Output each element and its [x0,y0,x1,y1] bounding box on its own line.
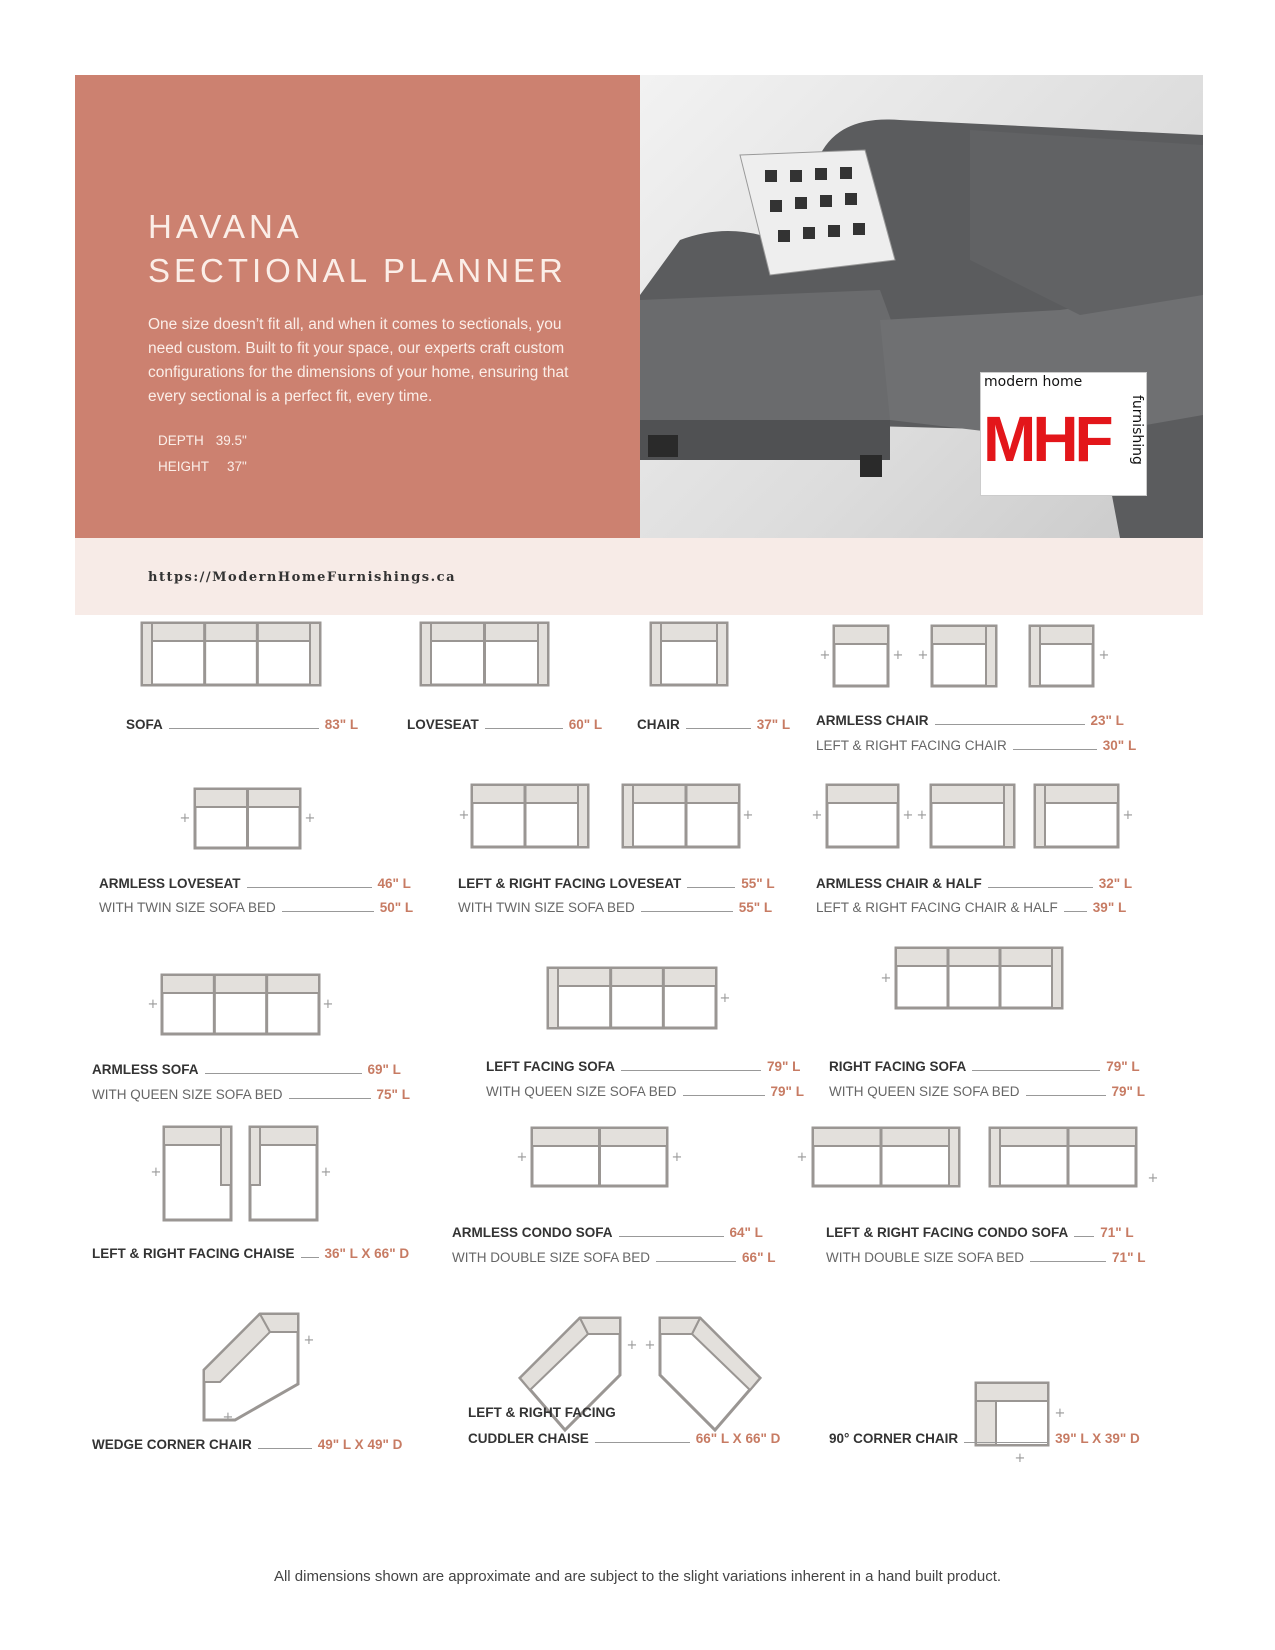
back-cushion [152,623,310,641]
leader-line [988,886,1093,888]
item-label [458,900,772,915]
item-label [452,1250,775,1265]
connector-plus-icon: + [458,808,470,823]
item-dimension: 79" L [767,1059,801,1074]
item-name: SOFA [126,717,163,732]
connector-plus-icon: + [1014,1451,1026,1466]
leader-line [1030,1260,1106,1262]
arm [1030,626,1040,686]
leader-line [169,727,319,729]
item-name: WITH QUEEN SIZE SOFA BED [486,1084,677,1099]
back-cushion [660,1318,700,1334]
connector-plus-icon: + [516,1150,528,1165]
arm [1052,948,1062,1008]
module-diagram [813,1128,959,1186]
item-name: WITH QUEEN SIZE SOFA BED [92,1087,283,1102]
item-name: LOVESEAT [407,717,479,732]
item-label [486,1084,804,1099]
item-dimension: 49" L X 49" D [317,1437,403,1452]
item-label [99,876,411,891]
connector-plus-icon: + [902,808,914,823]
module-diagram [162,975,319,1034]
connector-plus-icon: + [1098,648,1110,663]
item-name: LEFT FACING SOFA [486,1059,616,1074]
connector-plus-icon: + [819,648,831,663]
leader-line [1064,910,1087,912]
item-label [826,1250,1145,1265]
module-diagram [990,1128,1136,1186]
item-label [816,876,1132,891]
leader-line [595,1441,690,1443]
module-diagram [931,785,1014,847]
leader-line [282,910,374,912]
item-dimension: 55" L [741,876,775,891]
connector-plus-icon: + [320,1165,332,1180]
item-dimension: 60" L [568,717,603,732]
back-cushion [558,968,716,986]
item-label [458,876,775,891]
module-diagram [827,785,898,847]
connector-plus-icon: + [303,1333,315,1348]
item-label [99,900,413,915]
arm [986,626,996,686]
arm [949,1128,959,1186]
arm [578,785,588,847]
connector-plus-icon: + [179,811,191,826]
back-cushion [580,1318,620,1334]
item-dimension: 39" L [1092,900,1127,915]
connector-plus-icon: + [322,997,334,1012]
arm [717,623,727,685]
module-diagram [623,785,739,847]
arm [1035,785,1045,847]
item-name: ARMLESS CHAIR [816,713,929,728]
arm [538,623,548,685]
item-label [829,1431,1140,1446]
module-diagram [421,623,548,685]
leader-line [247,886,372,888]
leader-line [205,1072,362,1074]
item-label [816,738,1136,753]
item-name: LEFT & RIGHT FACING LOVESEAT [458,876,682,891]
item-dimension: 32" L [1098,876,1133,891]
back-cushion [896,948,1052,966]
item-name: WITH DOUBLE SIZE SOFA BED [452,1250,651,1265]
item-dimension: 71" L [1100,1225,1134,1240]
arm [1004,785,1014,847]
item-name: WITH TWIN SIZE SOFA BED [99,900,276,915]
item-name: RIGHT FACING SOFA [829,1059,967,1074]
arm [990,1128,1000,1186]
leader-line [656,1260,736,1262]
item-label [92,1087,410,1102]
item-dimension: 75" L [376,1087,410,1102]
logo-mark: MHF [983,403,1110,475]
module-diagram [195,789,300,848]
arm [651,623,661,685]
back-cushion [162,975,319,993]
item-name: 90° CORNER CHAIR [829,1431,959,1446]
leader-line [301,1256,319,1258]
item-label [829,1059,1140,1074]
leader-line [683,1094,765,1096]
item-name: WITH QUEEN SIZE SOFA BED [829,1084,1020,1099]
connector-plus-icon: + [916,808,928,823]
item-dimension: 79" L [1111,1084,1145,1099]
item-label [468,1431,780,1446]
item-dimension: 66" L [742,1250,776,1265]
connector-plus-icon: + [917,648,929,663]
connector-plus-icon: + [304,811,316,826]
module-diagram [142,623,320,685]
item-label [92,1246,409,1261]
item-name: ARMLESS SOFA [92,1062,199,1077]
connector-plus-icon: + [644,1338,656,1353]
item-dimension: 69" L [367,1062,401,1077]
connector-plus-icon: + [222,1410,234,1425]
item-dimension: 30" L [1102,738,1137,753]
item-label [468,1405,616,1420]
item-dimension: 66" L X 66" D [695,1431,781,1446]
item-label [829,1084,1145,1099]
logo-text: modern home [984,374,1083,390]
connector-plus-icon: + [150,1165,162,1180]
module-diagram [532,1128,667,1186]
leader-line [1026,1094,1106,1096]
item-dimension: 79" L [1106,1059,1140,1074]
item-name: LEFT & RIGHT FACING [468,1405,616,1420]
leader-line [619,1235,724,1237]
leader-line [258,1447,312,1449]
item-dimension: 23" L [1090,713,1124,728]
arm [548,968,558,1028]
item-name: CUDDLER CHAISE [468,1431,589,1446]
arm [250,1127,260,1185]
leader-line [289,1097,371,1099]
back-cushion [932,626,986,644]
back-cushion [1045,785,1118,803]
connector-plus-icon: + [1054,1406,1066,1421]
item-name: LEFT & RIGHT FACING CHAIR [816,738,1007,753]
page-title: HAVANA SECTIONAL PLANNER [148,208,567,289]
module-diagram [1035,785,1118,847]
item-name: WITH DOUBLE SIZE SOFA BED [826,1250,1025,1265]
back-cushion [931,785,1004,803]
item-label [826,1225,1134,1240]
connector-plus-icon: + [1147,1171,1159,1186]
item-dimension: 71" L [1112,1250,1146,1265]
website-link[interactable]: https://ModernHomeFurnishings.ca [148,570,456,585]
module-diagram [896,948,1062,1008]
back-cushion [661,623,717,641]
item-dimension: 79" L [770,1084,804,1099]
height-spec: HEIGHT 37" [158,459,247,474]
item-dimension: 46" L [377,876,411,891]
leader-line [1013,748,1097,750]
module-diagram [651,623,727,685]
arm [623,785,633,847]
module-diagram [932,626,996,686]
leader-line [485,727,563,729]
disclaimer: All dimensions shown are approximate and are subject to the slight variations inherent in a hand built product. [273,1568,1002,1585]
back-cushion [827,785,898,803]
item-label [452,1225,763,1240]
arm [142,623,152,685]
connector-plus-icon: + [796,1150,808,1165]
item-name: ARMLESS CONDO SOFA [452,1225,613,1240]
item-dimension: 37" L [756,717,791,732]
description: One size doesn’t fit all, and when it comes to sectionals, you need custom. Built to fit your space, our experts craft custom configurations for the dimensions of your home, ensuring that every sectional is a perfect fit, every time. [148,316,569,405]
leader-line [621,1069,761,1071]
item-label [92,1437,402,1452]
leader-line [935,723,1085,725]
item-dimension: 36" L X 66" D [324,1246,410,1261]
arm [421,623,431,685]
back-cushion [1040,626,1093,644]
module-diagram [472,785,588,847]
leader-line [687,886,735,888]
item-name: WEDGE CORNER CHAIR [92,1437,252,1452]
arm [310,623,320,685]
connector-plus-icon: + [1122,808,1134,823]
item-name: LEFT & RIGHT FACING CHAIR & HALF [816,900,1058,915]
connector-plus-icon: + [671,1150,683,1165]
item-label [407,717,602,732]
item-name: ARMLESS LOVESEAT [99,876,241,891]
logo-text-vertical: furnishing [1129,395,1145,465]
depth-spec: DEPTH 39.5" [158,433,247,448]
module-diagram [834,626,888,686]
item-name: WITH TWIN SIZE SOFA BED [458,900,635,915]
connector-plus-icon: + [719,991,731,1006]
item-name: LEFT & RIGHT FACING CHAISE [92,1246,295,1261]
leader-line [964,1441,1049,1443]
back-cushion [976,1383,1048,1401]
module-diagram [548,968,716,1028]
item-dimension: 55" L [738,900,773,915]
leader-line [641,910,733,912]
leader-line [1074,1235,1094,1237]
back-cushion [834,626,888,644]
item-label [126,717,358,732]
item-dimension: 39" L X 39" D [1055,1431,1140,1446]
item-dimension: 64" L [729,1225,763,1240]
connector-plus-icon: + [880,971,892,986]
item-label [816,900,1126,915]
connector-plus-icon: + [811,808,823,823]
leader-line [686,727,751,729]
item-dimension: 83" L [324,717,359,732]
item-dimension: 50" L [379,900,414,915]
item-name: CHAIR [637,717,680,732]
module-diagram [1030,626,1093,686]
leader-line [972,1069,1100,1071]
item-label [637,717,790,732]
item-label [92,1062,401,1077]
arm [221,1127,231,1185]
item-name: ARMLESS CHAIR & HALF [816,876,982,891]
item-name: LEFT & RIGHT FACING CONDO SOFA [826,1225,1069,1240]
connector-plus-icon: + [742,808,754,823]
item-label [816,713,1124,728]
connector-plus-icon: + [147,997,159,1012]
item-label [486,1059,800,1074]
connector-plus-icon: + [626,1338,638,1353]
connector-plus-icon: + [892,648,904,663]
